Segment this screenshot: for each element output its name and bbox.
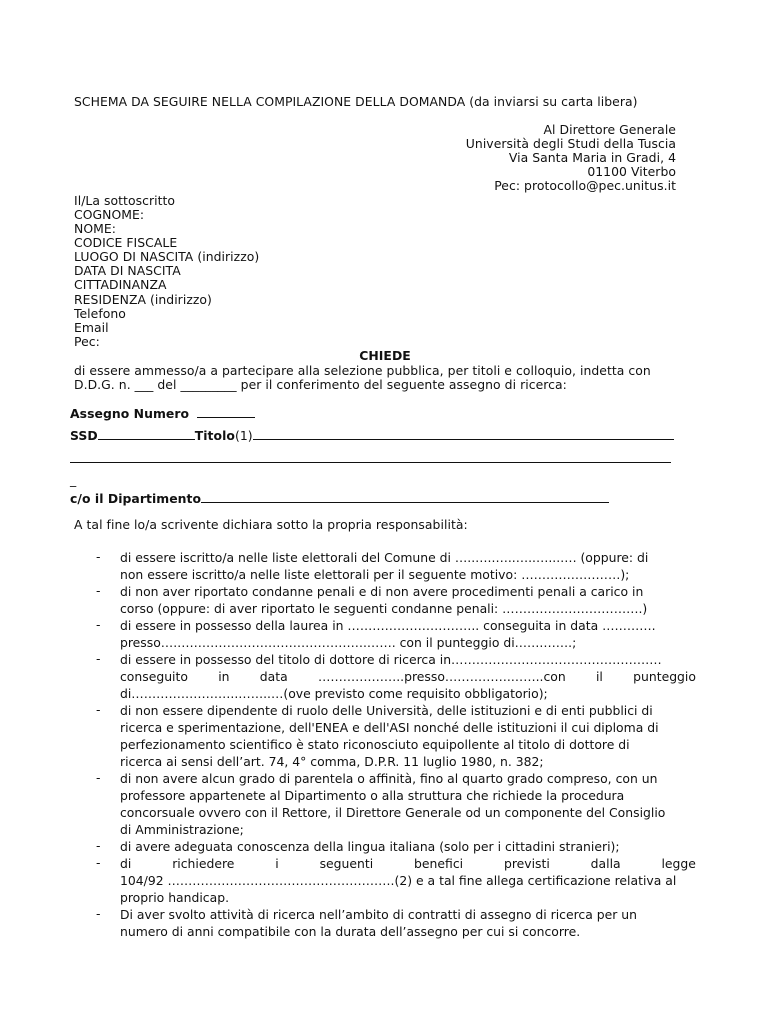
declaration-6 xyxy=(120,770,696,838)
declaration-1-line-1: di essere iscritto/a nelle liste elettorali del Comune di …..…..…..…..…...…. (oppure: di xyxy=(120,550,649,565)
d8-word-1: di xyxy=(120,856,132,871)
declaration-8 xyxy=(120,855,696,906)
declaration-5-line-2: ricerca e sperimentazione, dell'ENEA e dell'ASI nonché delle istituzioni il cui diploma di xyxy=(120,720,659,735)
declaration-1-line-2: non essere iscritto/a nelle liste elettorali per il seguente motivo: ……………………); xyxy=(120,567,630,582)
bullet-1: - xyxy=(96,549,101,564)
d8-word-2: richiedere xyxy=(172,856,235,871)
declaration-6-line-3: concorsuale ovvero con il Rettore, il Direttore Generale od un componente del Consiglio xyxy=(120,805,666,820)
ssd-label: SSD xyxy=(70,428,98,443)
d4-word-punteggio: punteggio xyxy=(633,669,696,684)
declaration-8-line-1 xyxy=(120,855,696,872)
recipient-line-3: Via Santa Maria in Gradi, 4 xyxy=(508,150,676,165)
field-residenza: RESIDENZA (indirizzo) xyxy=(74,292,212,307)
d8-word-5: benefici xyxy=(414,856,464,871)
bullet-5: - xyxy=(96,702,101,717)
bullet-4: - xyxy=(96,651,101,666)
bullet-6: - xyxy=(96,770,101,785)
declaration-6-line-2: professore appartenete al Dipartimento o alla struttura che richiede la procedura xyxy=(120,788,625,803)
field-telefono: Telefono xyxy=(74,306,126,321)
field-codice-fiscale: CODICE FISCALE xyxy=(74,235,178,250)
declaration-4-line-1: di essere in possesso del titolo di dottore di ricerca in…………………………………………… xyxy=(120,652,662,667)
d8-word-7: dalla xyxy=(590,856,621,871)
recipient-line-1: Al Direttore Generale xyxy=(543,122,676,137)
declaration-2 xyxy=(120,583,696,617)
d4-word-presso: ………….……..presso…………….……..con xyxy=(317,669,566,684)
bullet-8: - xyxy=(96,855,101,870)
declaration-3-line-1: di essere in possesso della laurea in ………………………….. conseguita in data …………. xyxy=(120,618,656,633)
bullet-9: - xyxy=(96,906,101,921)
field-nome: NOME: xyxy=(74,221,116,236)
field-cognome: COGNOME: xyxy=(74,207,145,222)
d8-word-4: seguenti xyxy=(319,856,374,871)
declaration-5 xyxy=(120,702,696,770)
declaration-4-line-3: di……………………..……..…(ove previsto come requisito obbligatorio); xyxy=(120,686,548,701)
d8-word-8: legge xyxy=(661,856,696,871)
ssd-titolo-row xyxy=(70,428,674,443)
declaration-intro: A tal fine lo/a scrivente dichiara sotto la propria responsabilità: xyxy=(74,517,468,532)
dipartimento-label: c/o il Dipartimento xyxy=(70,491,202,506)
declaration-3 xyxy=(120,617,696,651)
dipartimento-blank xyxy=(201,491,609,503)
field-pec: Pec: xyxy=(74,334,100,349)
assegno-numero-label: Assegno Numero xyxy=(70,406,190,421)
declaration-3-line-2: presso….……………………………………….……. con il punteggio di…….…….; xyxy=(120,635,577,650)
titolo-blank xyxy=(253,428,674,440)
declaration-6-line-1: di non avere alcun grado di parentela o affinità, fino al quarto grado compreso, con un xyxy=(120,771,658,786)
d4-word-conseguito: conseguito xyxy=(120,669,188,684)
recipient-line-5: Pec: protocollo@pec.unitus.it xyxy=(494,178,676,193)
d4-word-data: data xyxy=(259,669,288,684)
request-line-2: D.D.G. n. ___ del _________ per il conferimento del seguente assegno di ricerca: xyxy=(74,377,567,392)
declaration-6-line-4: di Amministrazione; xyxy=(120,822,244,837)
declaration-8-line-3: proprio handicap. xyxy=(120,890,230,905)
field-cittadinanza: CITTADINANZA xyxy=(74,277,167,292)
titolo-label: Titolo xyxy=(194,428,235,443)
request-line-1: di essere ammesso/a a partecipare alla selezione pubblica, per titoli e colloquio, indetta con xyxy=(74,363,651,378)
assegno-numero-row xyxy=(70,406,255,421)
declaration-7-line-1: di avere adeguata conoscenza della lingua italiana (solo per i cittadini stranieri); xyxy=(120,839,620,854)
recipient-line-2: Università degli Studi della Tuscia xyxy=(465,136,676,151)
bullet-7: - xyxy=(96,838,101,853)
chiede-heading: CHIEDE xyxy=(359,348,411,363)
declaration-4 xyxy=(120,651,696,702)
declaration-8-line-2: 104/92 ……………………………………………….(2) e a tal fine allega certificazione relativa al xyxy=(120,873,677,888)
declaration-9 xyxy=(120,906,696,940)
field-email: Email xyxy=(74,320,109,335)
declaration-9-line-2: numero di anni compatibile con la durata dell’assegno per cui si concorre. xyxy=(120,924,581,939)
ssd-blank xyxy=(98,428,195,440)
titolo-footnote: (1) xyxy=(234,428,253,443)
declaration-9-line-1: Di aver svolto attività di ricerca nell’ambito di contratti di assegno di ricerca per un xyxy=(120,907,638,922)
d8-word-3: i xyxy=(275,856,279,871)
declaration-7 xyxy=(120,838,696,855)
field-luogo-nascita: LUOGO DI NASCITA (indirizzo) xyxy=(74,249,260,264)
titolo-continuation-line xyxy=(70,462,671,463)
recipient-line-4: 01100 Viterbo xyxy=(587,164,676,179)
declaration-1 xyxy=(120,549,696,583)
document-heading: SCHEMA DA SEGUIRE NELLA COMPILAZIONE DELLA DOMANDA (da inviarsi su carta libera) xyxy=(74,94,638,109)
declaration-4-line-2 xyxy=(120,668,696,685)
field-data-nascita: DATA DI NASCITA xyxy=(74,263,181,278)
d4-word-il: il xyxy=(595,669,603,684)
declaration-5-line-4: ricerca ai sensi dell’art. 74, 4° comma, D.P.R. 11 luglio 1980, n. 382; xyxy=(120,754,544,769)
declaration-2-line-2: corso (oppure: di aver riportato le seguenti condanne penali: …………………………….) xyxy=(120,601,648,616)
dash-mark: _ xyxy=(70,472,77,487)
assegno-numero-blank xyxy=(197,406,255,418)
declaration-2-line-1: di non aver riportato condanne penali e di non avere procedimenti penali a carico in xyxy=(120,584,644,599)
d8-word-6: previsti xyxy=(503,856,550,871)
declaration-5-line-1: di non essere dipendente di ruolo delle Università, delle istituzioni e di enti pubblici di xyxy=(120,703,653,718)
field-intro: Il/La sottoscritto xyxy=(74,193,176,208)
dipartimento-row xyxy=(70,491,609,506)
bullet-2: - xyxy=(96,583,101,598)
d4-word-in: in xyxy=(218,669,230,684)
declaration-5-line-3: perfezionamento scientifico è stato riconosciuto equipollente al titolo di dottore di xyxy=(120,737,630,752)
bullet-3: - xyxy=(96,617,101,632)
